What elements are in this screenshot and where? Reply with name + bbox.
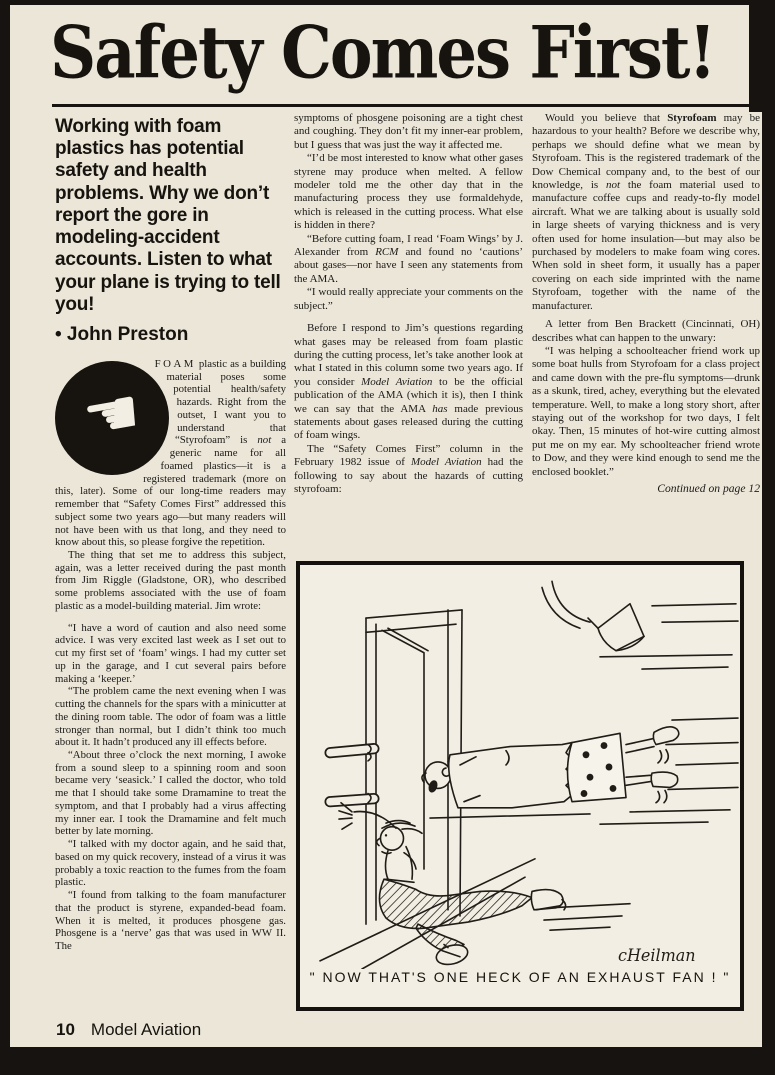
continued-notice: Continued on page 12 (657, 481, 760, 495)
scan-edge-bottom (0, 1047, 775, 1075)
pointing-hand-icon: ☚ (77, 373, 147, 457)
scan-edge-left (0, 0, 10, 1075)
article-deck: Working with foam plastics has potential safety and health problems. Why we don’t report the gore in modeling-accident accounts. Listen to what your plane is trying to tell you! (55, 116, 281, 315)
paragraph: “Before cutting foam, I read ‘Foam Wings’ by J. Alexander from RCM and found no ‘cautions’ about gases—nor have I seen any statements from the AMA. (294, 232, 523, 285)
paragraph: Would you believe that Styrofoam may be hazardous to your health? Before we describe why, perhaps we should define what we mean by Styrofoam. This is the registered trademark of the Dow Chemical company and, to the best of our knowledge, is not the foam material used to manufacture coffee cups and ready-to-fly model aircraft. What we are talking about is usually sold in large sheets of varying thickness and is very often used for home insulation—but may also be purchased by modelers to make foam wing cores. When sold in sheet form, it usually has a paper covering on each side imprinted with the name Styrofoam, together with the name of the manufacturer. (532, 112, 761, 312)
page-footer (56, 1020, 201, 1040)
paragraph: A letter from Ben Brackett (Cincinnati, OH) describes what can happen to the unwary: (532, 318, 760, 344)
paragraph: FOAM plastic as a building material poses some potential health/safety hazards. Right from the outset, I want you to understand that “Styrofoam” is not a generic name for all foamed plastics—it is a registered trademark (more on this, later). Some of our long-time readers may remember that “Safety Comes First” addressed this subject some two years ago—but many readers will not have been with us that long, and they need to know about this, so please forgive the repetition. (55, 357, 286, 549)
paragraph: “I was helping a schoolteacher friend work up some boat hulls from Styrofoam for a class project and came down with the pre-flu symptoms—drunk as a skunk, tired, achey, everything but the elevated temperature. Well, to make a long story short, after staying out of the workshop for two days, I felt okay. Then, 15 minutes of hot-wire cutting almost put me on my ear. My schoolteacher friend wrote to Dow, and they were kind enough to send me the enclosed booklet.” (532, 344, 760, 478)
paragraph: “I have a word of caution and also need some advice. I was very excited last week as I set out to cut my first set of ‘foam’ wings. I had my cutter set up in the garage, and I cut several pairs before making a ‘keeper.’ (55, 621, 286, 685)
paragraph: The “Safety Comes First” column in the February 1982 issue of Model Aviation had the following to say about the hazards of cutting styrofoam: (294, 442, 523, 495)
safety-column-logo (55, 361, 169, 475)
paragraph: “The problem came the next evening when I was cutting the channels for the spars with a minicutter at the dining room table. The odor of foam was a little stronger than normal, but I didn’t think too much about it. It hadn’t produced any ill effects before. (55, 685, 286, 749)
scan-edge-right (762, 0, 775, 1075)
paragraph: “I’d be most interested to know what other gases styrene may produce when melted. A fellow modeler told me the other day that in the manufacturing process they use formaldehyde, which is released in the cutting process. What else is hidden in there? (294, 152, 523, 232)
scan-edge-top (0, 0, 775, 5)
cartoon-caption: " NOW THAT'S ONE HECK OF AN EXHAUST FAN ! " (309, 969, 731, 985)
column-middle (294, 112, 523, 496)
paragraph: “I found from talking to the foam manufacturer that the product is styrene, expanded-bead foam. When it is melted, it produces phosgene gas. Phosgene is a ‘nerve’ gas that was used in WW II. The (55, 889, 286, 953)
byline: • John Preston (55, 323, 189, 345)
paragraph: “I talked with my doctor again, and he said that, based on my quick recovery, instead of a virus it was probably a toxic reaction to the fumes from the foam plastic. (55, 838, 286, 889)
column-left (55, 116, 286, 953)
column-left-body (55, 358, 286, 953)
paragraph: “About three o’clock the next morning, I awoke from a sound sleep to a spinning room and soon became very ‘seasick.’ I called the doctor, who told me that I should take some Dramamine to treat the symptom, and that I probably had a virus affecting my inner ear. I took the Dramamine and felt much better by late morning. (55, 749, 286, 838)
paragraph: symptoms of phosgene poisoning are a tight chest and coughing. They don’t fit my inner-ear problem, but I guess that was just the way it affected me. (294, 112, 523, 151)
paragraph: Before I respond to Jim’s questions regarding what gases may be released from foam plastic during the cutting process, let’s take another look at what I stated in this column some two years ago. If you consider Model Aviation to be the official publication of the AMA (which it is), then I think we can say that the AMA has made previous statements about gases released during the cutting of foam wings. (294, 322, 524, 442)
title-underline (52, 104, 764, 107)
paragraph: The thing that set me to address this subject, again, was a letter received during the past month from Jim Riggle (Gladstone, OR), who described some problems associated with the use of foam plastic as a model-building material. Jim wrote: (55, 548, 286, 612)
article-title: Safety Comes First! (50, 11, 715, 96)
magazine-name: Model Aviation (90, 1020, 202, 1039)
page-number: 10 (56, 1020, 75, 1039)
column-right (532, 112, 760, 495)
cartoon-drawing (300, 565, 740, 969)
cartoon-signature: cHeilman (618, 945, 696, 965)
cartoon-panel (296, 561, 744, 1011)
paragraph: “I would really appreciate your comments on the subject.” (294, 286, 523, 312)
